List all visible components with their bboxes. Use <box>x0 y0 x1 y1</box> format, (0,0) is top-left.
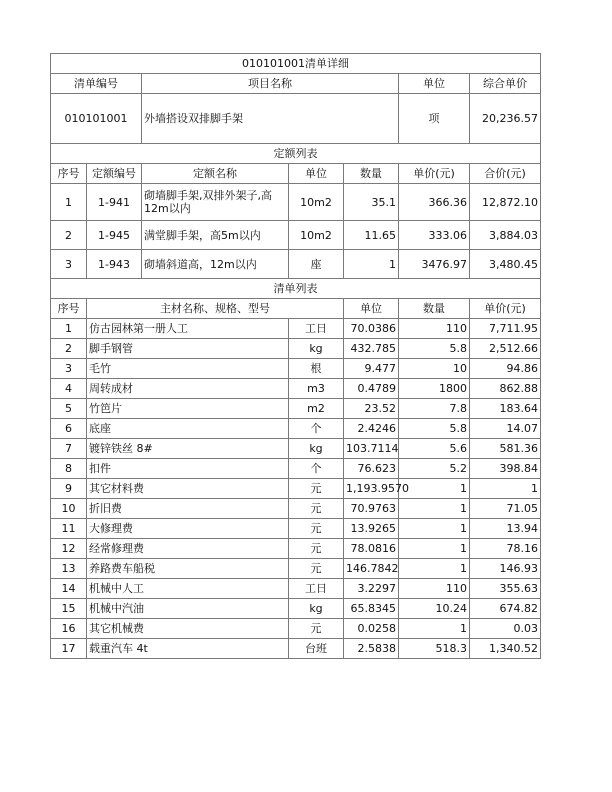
mat-name: 机械中人工 <box>87 579 289 599</box>
mat-price: 5.8 <box>399 339 470 359</box>
mat-no: 12 <box>51 539 87 559</box>
mat-qty: 432.785 <box>344 339 399 359</box>
mat-price: 1 <box>399 479 470 499</box>
mat-qty: 103.7114 <box>344 439 399 459</box>
mat-name: 周转成材 <box>87 379 289 399</box>
mat-total: 581.36 <box>470 439 541 459</box>
mat-name: 载重汽车 4t <box>87 639 289 659</box>
mat-no: 6 <box>51 419 87 439</box>
mat-unit: m3 <box>289 379 344 399</box>
mat-unit: kg <box>289 339 344 359</box>
mat-qty: 23.52 <box>344 399 399 419</box>
quota-price: 3476.97 <box>399 250 470 279</box>
item-code: 010101001 <box>51 94 142 144</box>
mat-qty: 78.0816 <box>344 539 399 559</box>
mat-price: 518.3 <box>399 639 470 659</box>
quota-total: 3,884.03 <box>470 221 541 250</box>
mat-price: 10 <box>399 359 470 379</box>
mat-name: 扣件 <box>87 459 289 479</box>
mat-qty: 0.0258 <box>344 619 399 639</box>
mat-no: 2 <box>51 339 87 359</box>
quota-section-title: 定额列表 <box>51 144 541 164</box>
quota-code: 1-941 <box>87 184 142 221</box>
mat-qty: 76.623 <box>344 459 399 479</box>
quota-col-code: 定额编号 <box>87 164 142 184</box>
mat-price: 1 <box>399 619 470 639</box>
table-row <box>51 359 541 379</box>
header-price: 综合单价 <box>470 74 541 94</box>
table-row <box>51 439 541 459</box>
mat-no: 7 <box>51 439 87 459</box>
mat-total: 146.93 <box>470 559 541 579</box>
quota-price: 366.36 <box>399 184 470 221</box>
mat-price: 5.6 <box>399 439 470 459</box>
mat-qty: 65.8345 <box>344 599 399 619</box>
mat-unit: 根 <box>289 359 344 379</box>
quota-name: 砌墙斜道高，12m以内 <box>142 250 289 279</box>
mat-no: 13 <box>51 559 87 579</box>
mat-unit: 元 <box>289 499 344 519</box>
mat-unit: kg <box>289 439 344 459</box>
mat-total: 1 <box>470 479 541 499</box>
mat-unit: 台班 <box>289 639 344 659</box>
mat-total: 183.64 <box>470 399 541 419</box>
quota-col-name: 定额名称 <box>142 164 289 184</box>
mat-name: 仿古园林第一册人工 <box>87 319 289 339</box>
mat-total: 398.84 <box>470 459 541 479</box>
mat-total: 2,512.66 <box>470 339 541 359</box>
quota-price: 333.06 <box>399 221 470 250</box>
mat-name: 其它机械费 <box>87 619 289 639</box>
mat-unit: 元 <box>289 539 344 559</box>
mat-no: 1 <box>51 319 87 339</box>
mat-qty: 146.7842 <box>344 559 399 579</box>
mat-price: 110 <box>399 319 470 339</box>
table-row <box>51 499 541 519</box>
mat-price: 1 <box>399 519 470 539</box>
mat-name: 养路费车船税 <box>87 559 289 579</box>
table-row <box>51 539 541 559</box>
mat-no: 11 <box>51 519 87 539</box>
mat-col-name: 主材名称、规格、型号 <box>87 299 344 319</box>
mat-name: 底座 <box>87 419 289 439</box>
mat-total: 78.16 <box>470 539 541 559</box>
mat-unit: 工日 <box>289 579 344 599</box>
table-row <box>51 419 541 439</box>
table-row <box>51 519 541 539</box>
quota-unit: 座 <box>289 250 344 279</box>
table-row <box>51 319 541 339</box>
mat-name: 镀锌铁丝 8# <box>87 439 289 459</box>
mat-qty: 1,193.9570 <box>344 479 399 499</box>
mat-total: 355.63 <box>470 579 541 599</box>
mat-price: 1 <box>399 559 470 579</box>
quota-no: 1 <box>51 184 87 221</box>
mat-qty: 70.9763 <box>344 499 399 519</box>
mat-unit: m2 <box>289 399 344 419</box>
mat-no: 17 <box>51 639 87 659</box>
mat-name: 经常修理费 <box>87 539 289 559</box>
mat-name: 机械中汽油 <box>87 599 289 619</box>
quota-code: 1-943 <box>87 250 142 279</box>
table-row <box>51 379 541 399</box>
item-name: 外墙搭设双排脚手架 <box>142 94 399 144</box>
quota-col-unit: 单位 <box>289 164 344 184</box>
table-row <box>51 639 541 659</box>
mat-qty: 13.9265 <box>344 519 399 539</box>
quota-row <box>51 184 541 221</box>
quota-col-price: 单价(元) <box>399 164 470 184</box>
quota-no: 3 <box>51 250 87 279</box>
mat-price: 5.8 <box>399 419 470 439</box>
materials-section-title: 清单列表 <box>51 279 541 299</box>
mat-name: 其它材料费 <box>87 479 289 499</box>
header-unit: 单位 <box>399 74 470 94</box>
quota-qty: 1 <box>344 250 399 279</box>
mat-qty: 2.4246 <box>344 419 399 439</box>
mat-col-qty: 数量 <box>399 299 470 319</box>
mat-no: 10 <box>51 499 87 519</box>
table-row <box>51 619 541 639</box>
mat-price: 5.2 <box>399 459 470 479</box>
mat-col-unit: 单位 <box>344 299 399 319</box>
table-row <box>51 339 541 359</box>
quota-total: 12,872.10 <box>470 184 541 221</box>
quota-name: 满堂脚手架，高5m以内 <box>142 221 289 250</box>
mat-qty: 0.4789 <box>344 379 399 399</box>
mat-price: 10.24 <box>399 599 470 619</box>
mat-total: 71.05 <box>470 499 541 519</box>
mat-no: 4 <box>51 379 87 399</box>
mat-total: 13.94 <box>470 519 541 539</box>
mat-total: 1,340.52 <box>470 639 541 659</box>
mat-qty: 3.2297 <box>344 579 399 599</box>
mat-total: 674.82 <box>470 599 541 619</box>
mat-no: 14 <box>51 579 87 599</box>
mat-unit: 元 <box>289 479 344 499</box>
mat-no: 9 <box>51 479 87 499</box>
table-row <box>51 479 541 499</box>
quota-unit: 10m2 <box>289 184 344 221</box>
mat-unit: 个 <box>289 459 344 479</box>
mat-no: 3 <box>51 359 87 379</box>
mat-total: 862.88 <box>470 379 541 399</box>
quota-unit: 10m2 <box>289 221 344 250</box>
quota-qty: 35.1 <box>344 184 399 221</box>
quota-code: 1-945 <box>87 221 142 250</box>
mat-col-price: 单价(元) <box>470 299 541 319</box>
item-unit: 项 <box>399 94 470 144</box>
mat-name: 折旧费 <box>87 499 289 519</box>
mat-total: 14.07 <box>470 419 541 439</box>
mat-no: 8 <box>51 459 87 479</box>
mat-unit: 个 <box>289 419 344 439</box>
mat-unit: 工日 <box>289 319 344 339</box>
item-price: 20,236.57 <box>470 94 541 144</box>
quota-no: 2 <box>51 221 87 250</box>
mat-price: 7.8 <box>399 399 470 419</box>
table-title: 010101001清单详细 <box>51 54 541 74</box>
quota-col-qty: 数量 <box>344 164 399 184</box>
header-code: 清单编号 <box>51 74 142 94</box>
quota-row <box>51 250 541 279</box>
mat-no: 15 <box>51 599 87 619</box>
mat-total: 94.86 <box>470 359 541 379</box>
mat-price: 1800 <box>399 379 470 399</box>
table-row <box>51 599 541 619</box>
mat-name: 竹笆片 <box>87 399 289 419</box>
quota-row <box>51 221 541 250</box>
quota-col-total: 合价(元) <box>470 164 541 184</box>
table-row <box>51 399 541 419</box>
mat-col-no: 序号 <box>51 299 87 319</box>
mat-qty: 70.0386 <box>344 319 399 339</box>
mat-qty: 9.477 <box>344 359 399 379</box>
header-name: 项目名称 <box>142 74 399 94</box>
mat-name: 毛竹 <box>87 359 289 379</box>
mat-unit: 元 <box>289 559 344 579</box>
mat-unit: 元 <box>289 619 344 639</box>
mat-qty: 2.5838 <box>344 639 399 659</box>
quota-col-no: 序号 <box>51 164 87 184</box>
table-row <box>51 459 541 479</box>
table-row <box>51 579 541 599</box>
quota-name: 砌墙脚手架,双排外架子,高12m以内 <box>142 184 289 221</box>
mat-name: 大修理费 <box>87 519 289 539</box>
mat-price: 110 <box>399 579 470 599</box>
mat-price: 1 <box>399 539 470 559</box>
mat-name: 脚手钢管 <box>87 339 289 359</box>
mat-no: 5 <box>51 399 87 419</box>
mat-total: 7,711.95 <box>470 319 541 339</box>
mat-total: 0.03 <box>470 619 541 639</box>
mat-no: 16 <box>51 619 87 639</box>
quota-total: 3,480.45 <box>470 250 541 279</box>
mat-unit: kg <box>289 599 344 619</box>
mat-price: 1 <box>399 499 470 519</box>
quota-qty: 11.65 <box>344 221 399 250</box>
bill-detail-table <box>50 53 541 659</box>
table-row <box>51 559 541 579</box>
mat-unit: 元 <box>289 519 344 539</box>
